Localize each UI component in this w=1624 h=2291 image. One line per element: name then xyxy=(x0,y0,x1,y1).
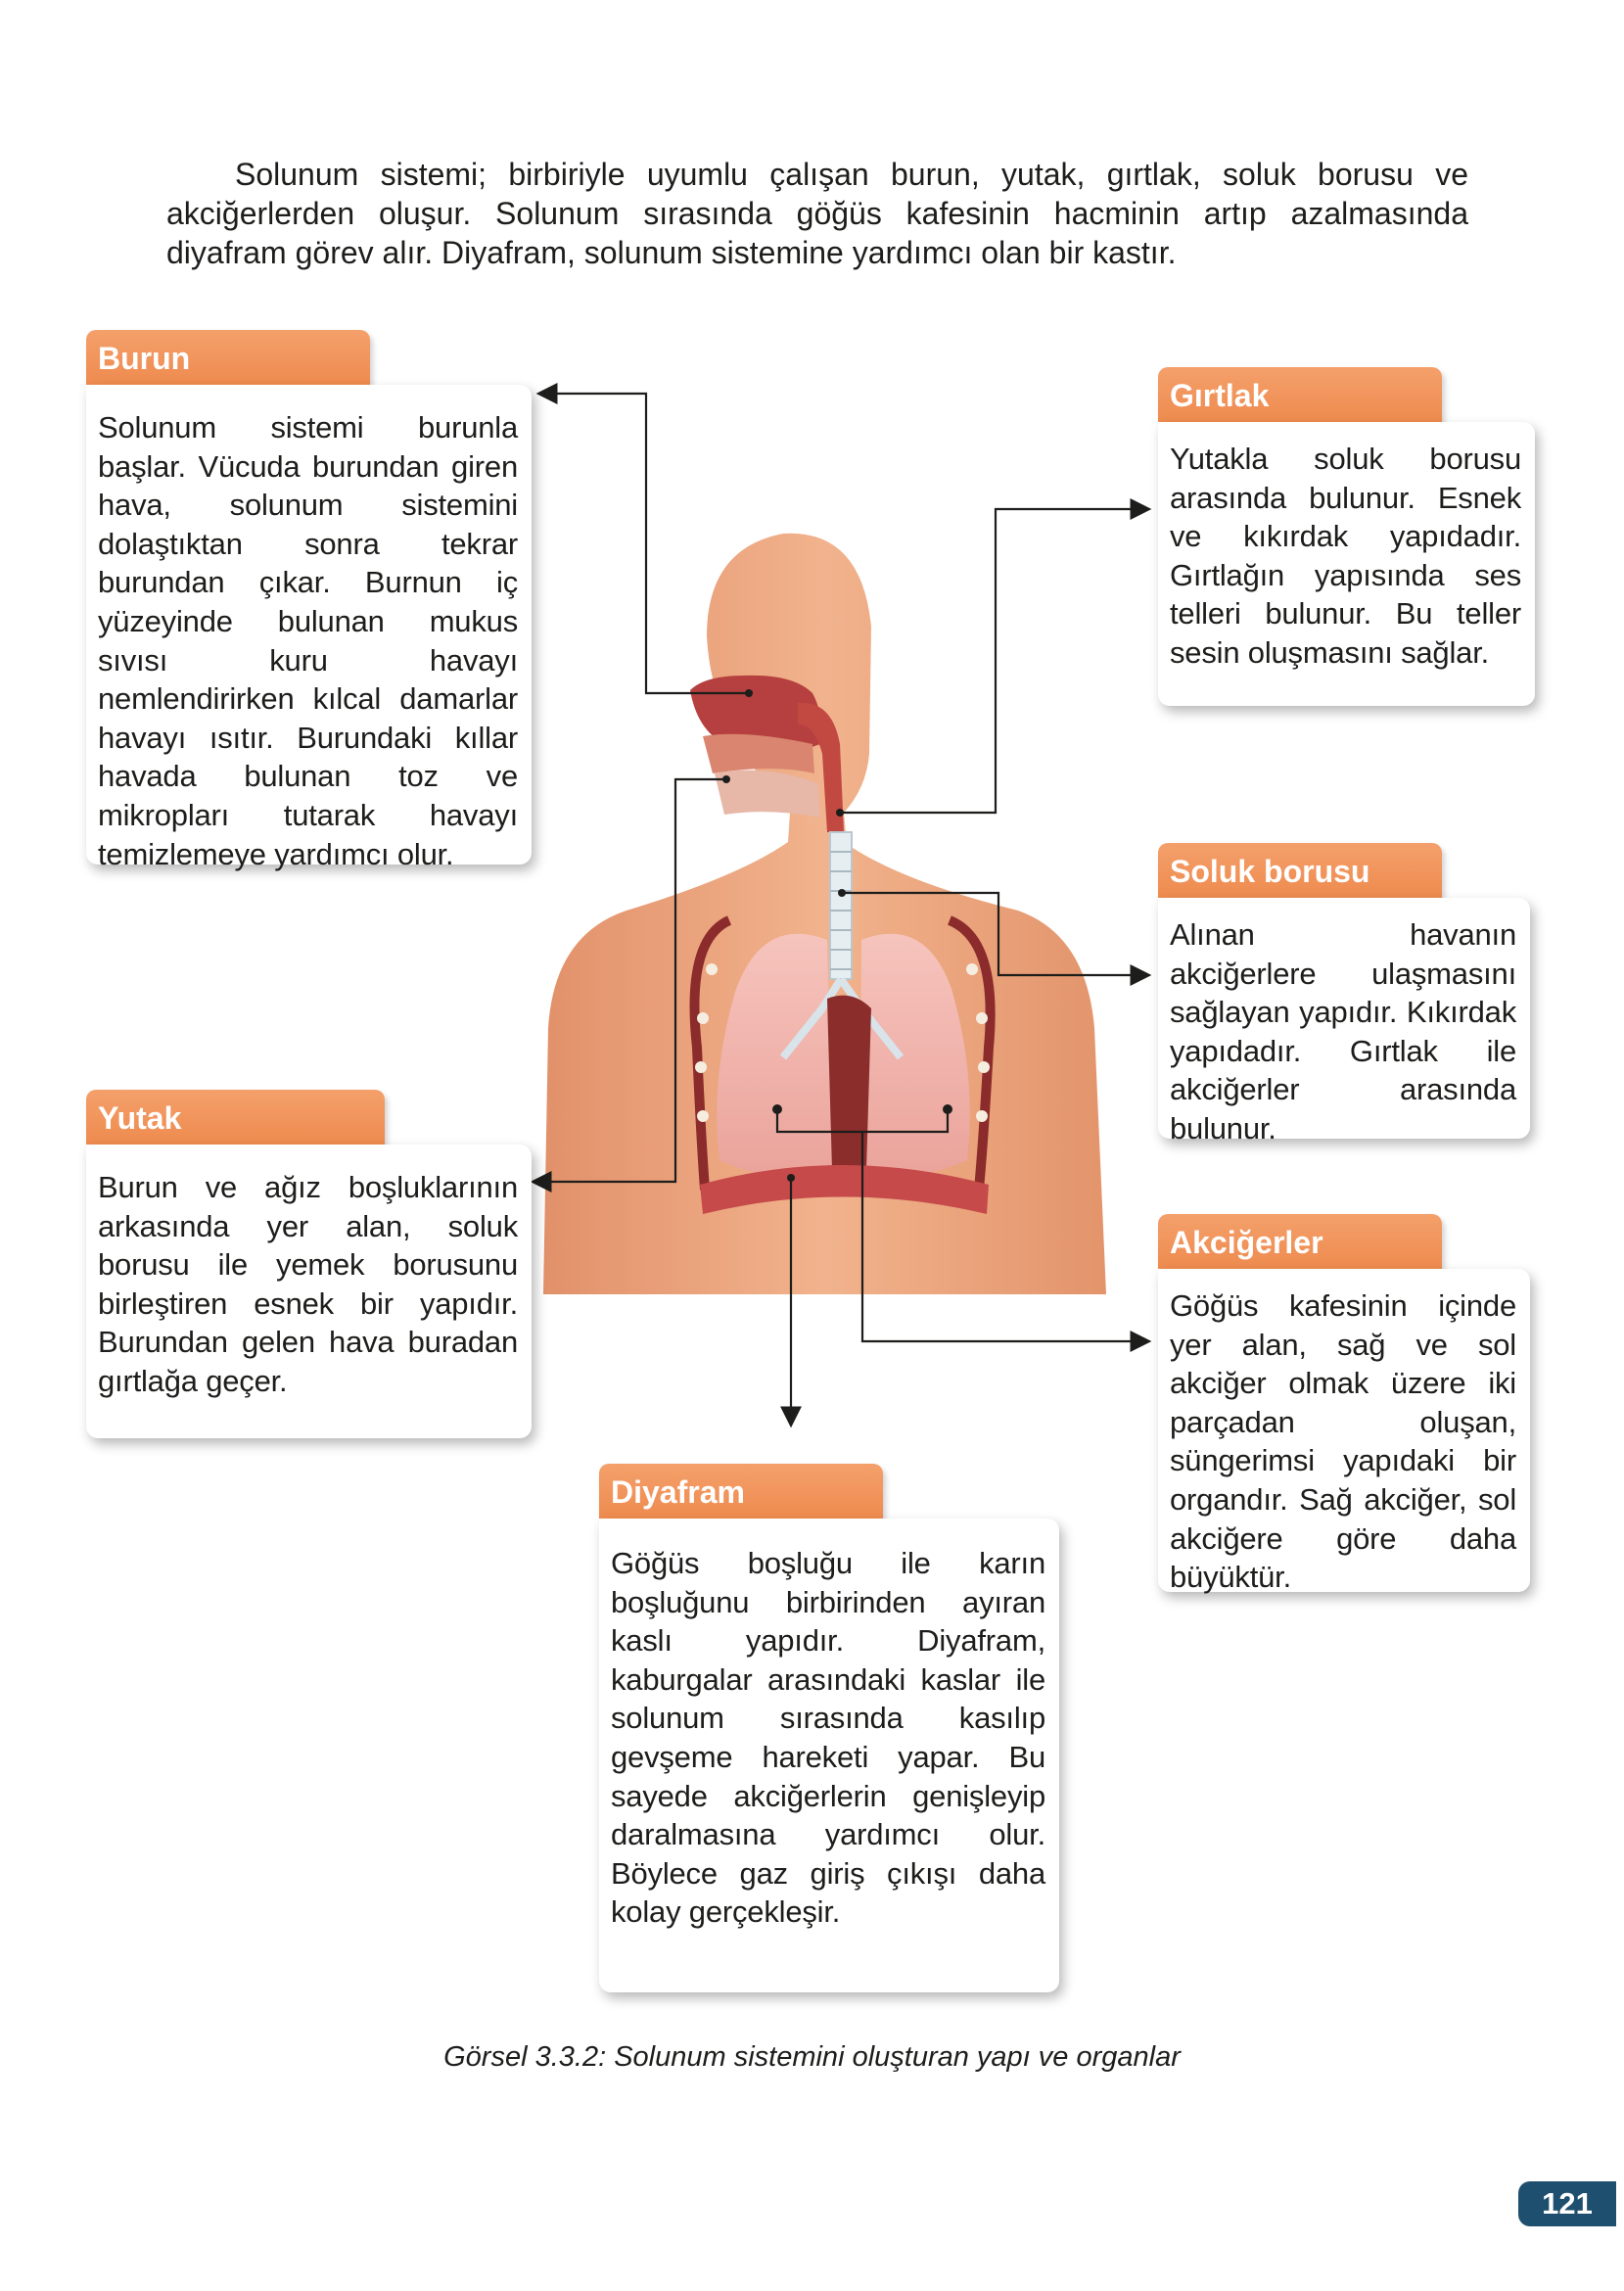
card-text: Solunum sistemi burunla başlar. Vücuda burundan giren hava, solunum sistemini dolaştıktan sonra tekrar burundan çıkar. Burnun iç yüzeyinde bulunan mukus sıvısı kuru havayı nemlendirirken kılcal damarlar havayı ısıtır. Burundaki kıllar havada bulunan toz ve mikropları tutarak havayı temizlemeye yardımcı olur. xyxy=(98,410,518,871)
card-text: Göğüs kafesinin içinde yer alan, sağ ve sol akciğer olmak üzere iki parçadan oluşan, süngerimsi yapıdaki bir organdır. Sağ akciğer, sol akciğere göre daha büyüktür. xyxy=(1170,1288,1516,1595)
card-title: Gırtlak xyxy=(1158,367,1442,422)
nasal-cavity xyxy=(690,676,821,818)
card-text: Yutakla soluk borusu arasında bulunur. Esnek ve kıkırdak yapıdadır. Gırtlağın yapısında ses telleri bulunur. Bu teller sesin oluşmasını sağlar. xyxy=(1170,442,1521,670)
page-number: 121 xyxy=(1518,2181,1616,2226)
card-title: Akciğerler xyxy=(1158,1214,1442,1269)
card-title: Diyafram xyxy=(599,1464,883,1519)
figure-caption: Görsel 3.3.2: Solunum sistemini oluşturan yapı ve organlar xyxy=(443,2041,1181,2073)
card-title: Burun xyxy=(86,330,370,385)
card-text: Göğüs boşluğu ile karın boşluğunu birbirinden ayıran kaslı yapıdır. Diyafram, kaburgalar arasındaki kaslar ile solunum sırasında kasılıp gevşeme hareketi yapar. Bu sayede akciğerlerin genişleyip daralmasına yardımcı olur. Böylece gaz giriş çıkışı daha kolay gerçekleşir. xyxy=(611,1546,1045,1930)
intro-paragraph: Solunum sistemi; birbiriyle uyumlu çalışan burun, yutak, gırtlak, soluk borusu ve akciğerlerden oluşur. Solunum sırasında göğüs kafesinin hacminin artıp azalmasında diyafram görev alır. Diyafram, solunum sistemine yardımcı olan bir kastır. xyxy=(166,157,1468,270)
card-text: Alınan havanın akciğerlere ulaşmasını sağlayan yapıdır. Kıkırdak yapıdadır. Gırtlak ile akciğerler arasında bulunur. xyxy=(1170,917,1516,1146)
heart-region xyxy=(827,996,871,1170)
card-text: Burun ve ağız boşluklarının arkasında yer alan, soluk borusu ile yemek borusunu birleştiren esnek bir yapıdır. Burundan gelen hava buradan gırtlağa geçer. xyxy=(98,1170,518,1398)
card-title: Yutak xyxy=(86,1090,385,1145)
trachea xyxy=(830,832,852,979)
card-title: Soluk borusu xyxy=(1158,843,1442,898)
